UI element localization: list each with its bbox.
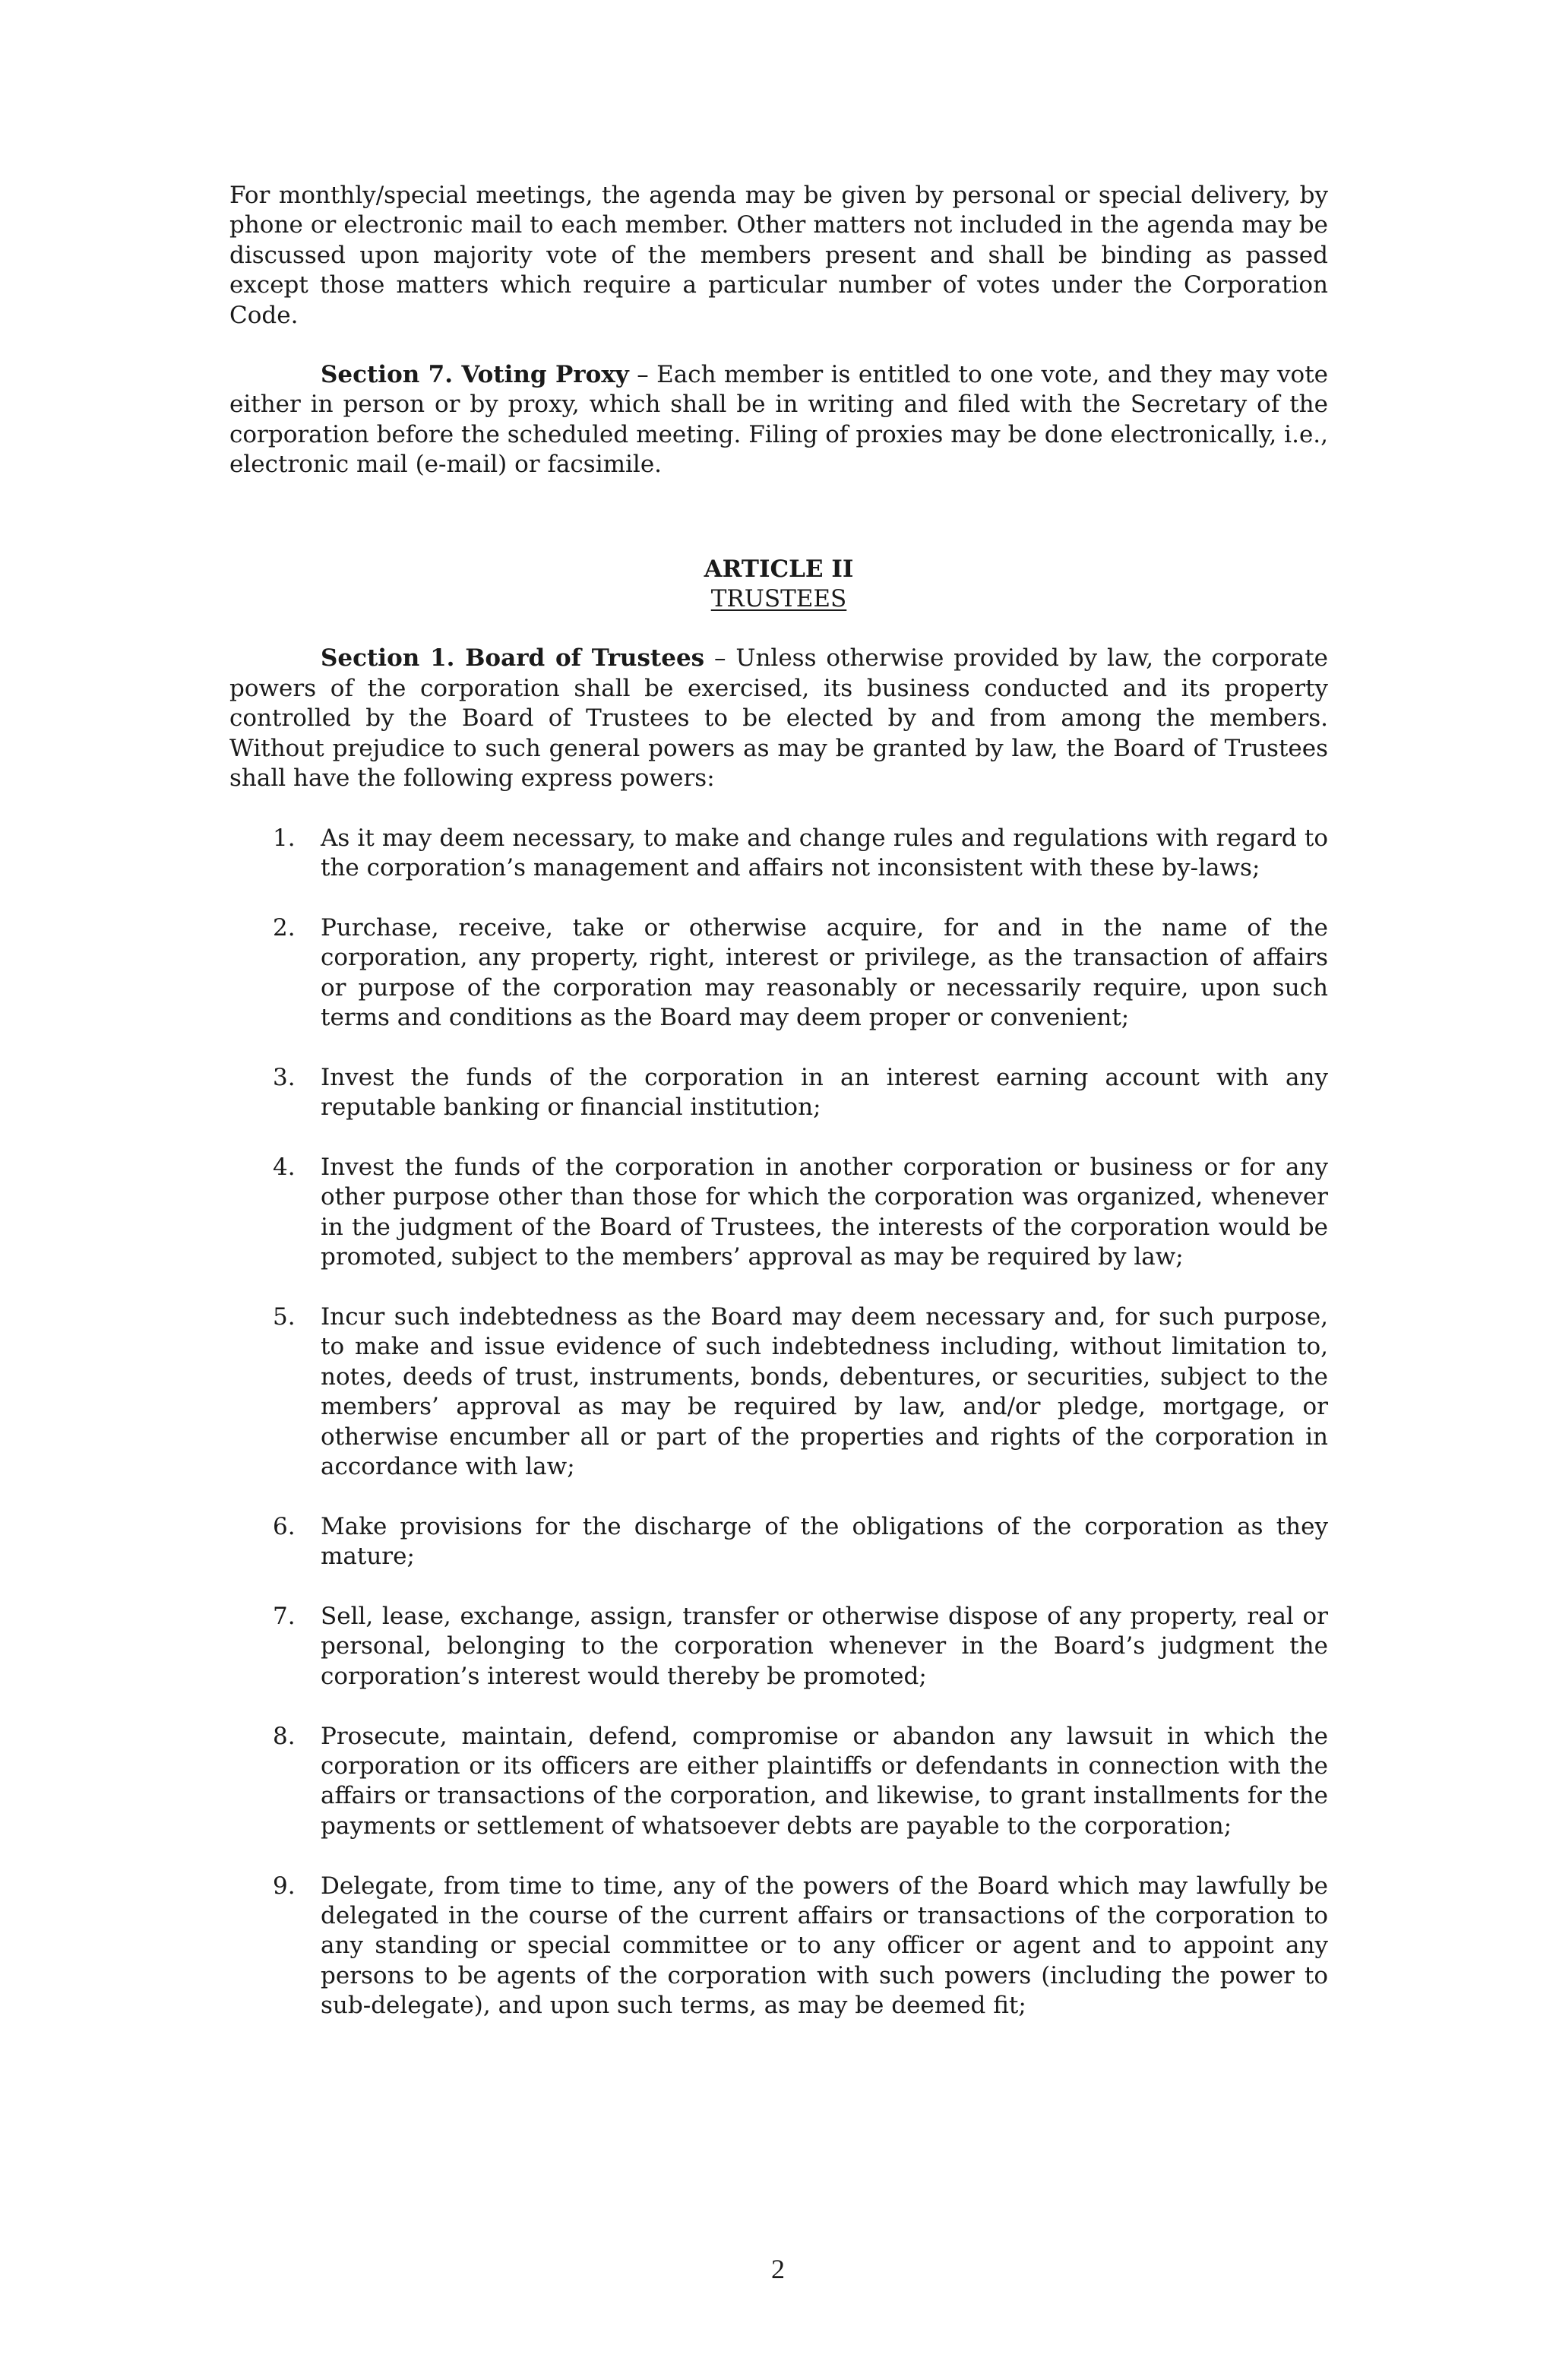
list-item (229, 1063, 1328, 1123)
list-item-number: 6. (273, 1512, 296, 1540)
list-item (229, 1872, 1328, 2021)
list-item-number: 2. (273, 913, 296, 942)
section-1-heading: Section 1. Board of Trustees (321, 644, 705, 673)
list-item (229, 1512, 1328, 1572)
list-item (229, 913, 1328, 1033)
list-item (229, 1153, 1328, 1273)
list-item-text: Delegate, from time to time, any of the powers of the Board which may lawfully be delegated in the course of the current affairs or transactions of the corporation to any standing or special committee or to any officer or agent and to appoint any persons to be agents of the corporation with such powers (including the power to sub-delegate), and upon such terms, as may be deemed fit; (321, 1872, 1328, 2020)
list-item-text: Sell, lease, exchange, assign, transfer or otherwise dispose of any property, real or personal, belonging to the corporation whenever in the Board’s judgment the corporation’s interest would thereby be promoted; (321, 1602, 1328, 1690)
list-item-text: Make provisions for the discharge of the obligations of the corporation as they mature; (321, 1512, 1328, 1571)
list-item-number: 3. (273, 1063, 296, 1091)
article-heading (229, 555, 1328, 615)
list-item-text: Invest the funds of the corporation in another corporation or business or for any other purpose other than those for which the corporation was organized, whenever in the judgment of the Board of Trustees, the interests of the corporation would be promoted, subject to the members’ approval as may be required by law; (321, 1153, 1328, 1271)
list-item (229, 1722, 1328, 1842)
list-item-text: Incur such indebtedness as the Board may deem necessary and, for such purpose, to make and issue evidence of such indebtedness including, without limitation to, notes, deeds of trust, instruments, bonds, debentures, or securities, subject to the members’ approval as may be required by law, and/or pledge, mortgage, or otherwise encumber all or part of the properties and rights of the corporation in accordance with law; (321, 1302, 1328, 1480)
express-powers-list (229, 824, 1328, 2021)
section-1-text: – Unless otherwise provided by law, the corporate powers of the corporation shall be exercised, its business conducted and its property controlled by the Board of Trustees to be elected by and from among the members. Without prejudice to such general powers as may be granted by law, the Board of Trustees shall have the following express powers: (229, 644, 1329, 793)
list-item (229, 1302, 1328, 1482)
list-item-number: 8. (273, 1722, 296, 1750)
section-7-text: – Each member is entitled to one vote, and they may vote either in person or by proxy, which shall be in writing and filed with the Secretary of the corporation before the scheduled meeting. Filing of proxies may be done electronically, i.e., electronic mail (e-mail) or facsimile. (229, 361, 1328, 479)
page-number: 2 (771, 2254, 785, 2284)
section-7-voting-proxy (229, 360, 1328, 480)
list-item-number: 1. (273, 824, 296, 852)
list-item-text: Purchase, receive, take or otherwise acquire, for and in the name of the corporation, any property, right, interest or privilege, as the transaction of affairs or purpose of the corporation may reasonably or necessarily require, upon such terms and conditions as the Board may deem proper or convenient; (321, 913, 1328, 1031)
article-title: ARTICLE II (704, 555, 854, 583)
list-item (229, 1602, 1328, 1692)
list-item-text: Prosecute, maintain, defend, compromise or abandon any lawsuit in which the corporation or its officers are either plaintiffs or defendants in connection with the affairs or transactions of the corporation, and likewise, to grant installments for the payments or settlement of whatsoever debts are payable to the corporation; (321, 1722, 1328, 1840)
list-item-text: Invest the funds of the corporation in an interest earning account with any reputable banking or financial institution; (321, 1063, 1328, 1122)
list-item-number: 9. (273, 1872, 296, 1900)
article-subtitle: TRUSTEES (710, 585, 847, 613)
list-item-number: 5. (273, 1302, 296, 1331)
section-1-board-of-trustees (229, 644, 1328, 793)
list-item (229, 824, 1328, 884)
list-item-number: 7. (273, 1602, 296, 1630)
list-item-text: As it may deem necessary, to make and change rules and regulations with regard to the corporation’s management and affairs not inconsistent with these by-laws; (321, 824, 1328, 881)
list-item-number: 4. (273, 1153, 296, 1181)
intro-paragraph: For monthly/special meetings, the agenda may be given by personal or special delivery, by phone or electronic mail to each member. Other matters not included in the agenda may be discussed upon majority vote of the members present and shall be binding as passed except those matters which require a particular number of votes under the Corporation Code. (229, 182, 1328, 329)
section-7-heading: Section 7. Voting Proxy (321, 361, 629, 389)
document-page (229, 181, 1328, 2051)
